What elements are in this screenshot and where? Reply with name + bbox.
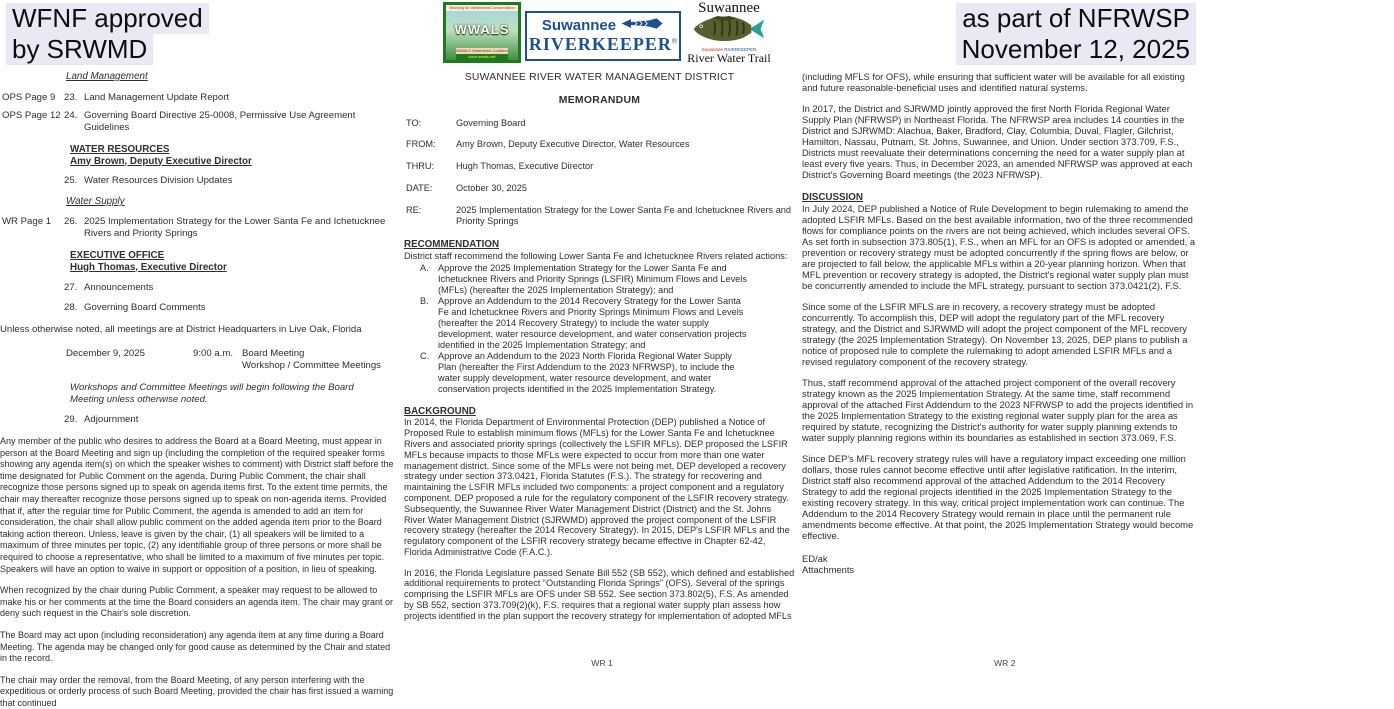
spacer: [0, 348, 66, 372]
section-title: WATER RESOURCES: [70, 144, 170, 155]
memo-field-from: [404, 139, 795, 150]
item-text: Approve an Addendum to the 2023 North Florida Regional Water Supply Plan (hereafter the First Addendum to the 2023 NFRWSP), to include the water supply development, water resource development, and water conservation projects identified in the 2025 Implementation Strategy.: [438, 351, 735, 394]
meeting-date: December 9, 2025: [66, 348, 145, 359]
page-number-wr1: WR 1: [591, 658, 613, 669]
background-paragraph-1: In 2014, the Florida Department of Environmental Protection (DEP) published a Notice of Proposed Rule to establish minimum flows (MFLs) for the Lower Santa Fe and Ichetucknee Rivers and associated priority springs (collectively the LSFIR MFLs). DEP proposed the LSFIR MFLs because impacts to those MFLs were expected to occur from more than one water management district. Since some of the MFLs were not being met, DEP developed a recovery strategy under section 373.0421, Florida Statutes (F.S.). The strategy for recovering and maintaining the LSFIR MFLs included two components: a project component and a regulatory component. DEP proposed a rule for the regulatory component of the LSFIR recovery strategy. Subsequently, the Suwannee River Water Management District (District) and the St. Johns River Water Management District (SJRWMD) approved the project component of the LSFIR recovery strategy (hereafter the 2014 Recovery Strategy). In 2015, DEP's LSFIR MFLs and the regulatory component of the LSFIR recovery strategy became effective in Chapter 62-42, Florida Administrative Code (F.A.C.).: [404, 417, 790, 557]
agenda-item-text: Water Resources Division Updates: [84, 175, 233, 186]
memo-field-re: [404, 205, 795, 227]
agenda-item-27: [0, 282, 397, 294]
overlay-left-line2: by SRWMD: [6, 34, 153, 65]
agenda-item-23: [0, 92, 397, 104]
field-value: Amy Brown, Deputy Executive Director, Water Resources: [456, 139, 690, 150]
item-letter: A.: [420, 262, 429, 273]
discussion-heading: DISCUSSION: [802, 192, 863, 203]
agenda-item-text: Announcements: [84, 282, 154, 293]
memo-field-date: [404, 183, 795, 194]
agenda-item-text: Governing Board Directive 25-0008, Permissive Use Agreement Guidelines: [84, 110, 356, 133]
page2-paragraph-1: (including MFLS for OFS), while ensuring that sufficient water will be available for all existing and future reasonable-beneficial uses and identified natural systems.: [802, 71, 1185, 93]
public-comment-paragraph-1: Any member of the public who desires to address the Board at a Board Meeting, must appear in person at the Board Meeting and sign up (including the completion of the required speaker forms showing any agenda item(s) on which the speaker wishes to comment) with District staff before the time designated for Public Comment on the agenda. During Public Comment, the chair shall recognize those persons signed up to speak on agenda items first. To the extent time permits, the chair may thereafter recognize those persons signed up to speak on non-agenda items. Provided that if, after the regular time for Public Comment, the agenda is amended to add an item for consideration, the chair shall allow public comment on the added agenda item prior to the Board taking action thereon. Unless, leave is given by the chair, (1) all speakers will be limited to a maximum of three minutes per topic, (2) any identifiable group of three persons or more shall be required to choose a representative, who shall be limited to a maximum of five minutes per topic. Speakers will have an option to waive in support or opposition of a position, in lieu of speaking.: [0, 436, 394, 574]
discussion-paragraph-4: Since DEP's MFL recovery strategy rules will have a regulatory impact exceeding one million dollars, those rules cannot become effective until after legislative ratification. In the interim, District staff also recommend approval of the attached Addendum to the 2014 Recovery Strategy to add the regional projects identified in the 2025 Implementation Strategy to the existing recovery strategy. In this way, critical project implementation work can continue. The Addendum to the 2014 Recovery Strategy would remain in place until the permanent rule amendments become effective. At that point, the 2025 Implementation Strategy would become effective.: [802, 453, 1194, 541]
public-comment-paragraph-4: The chair may order the removal, from the Board Meeting, of any person interfering with the expeditious or orderly process of such Board Meeting, provided the chair has first issued a warning that continued: [0, 674, 394, 708]
wwals-url: www.wwals.net: [456, 54, 508, 60]
field-value: Hugh Thomas, Executive Director: [456, 161, 594, 172]
meeting-desc-line2: Workshop / Committee Meetings: [242, 360, 381, 371]
discussion-paragraph-1: In July 2024, DEP published a Notice of Rule Development to begin rulemaking to amend the adopted LSFIR MFLs. Based on the best available information, two of the three recommended flows for compliance points on the rivers are not being achieved, which includes several OFS. As set forth in subsection 373.805(1), F.S., when an MFL for an OFS is adopted or amended, a prevention or recovery strategy must be adopted concurrently if the spring flows are below, or are projected to fall below, the applicable MFLs within a 20-year planning horizon. When that MFL prevention or recovery strategy is adopted, the District's regional water supply plan must be concurrently amended to include the MFL strategy, pursuant to section 373.0421(2), F.S.: [802, 203, 1196, 291]
memo-org-title: SUWANNEE RIVER WATER MANAGEMENT DISTRICT: [464, 72, 735, 83]
agenda-item-number: 24.: [64, 110, 78, 121]
field-label: RE:: [406, 204, 422, 215]
field-value: October 30, 2025: [456, 182, 527, 193]
agenda-item-25: [0, 175, 397, 187]
agenda-item-24: [0, 110, 397, 134]
agenda-item-text: Land Management Update Report: [84, 92, 230, 103]
memo-page-2: [799, 65, 1199, 675]
memo-field-thru: [404, 161, 795, 172]
background-paragraph-2: In 2016, the Florida Legislature passed Senate Bill 552 (SB 552), which defined and established additional requirements to protect “Outstanding Florida Springs” (OFS). Several of the springs comprising the LSFIR MFLs are OFS under SB 552. See section 373.802(5), F.S. As amended by SB 552, section 373.709(2)(k), F.S. requires that a regional water supply plan assess how projects identified in the plan support the recovery strategy for implementation of adopted MFLs: [404, 567, 795, 621]
agenda-margin-ref: OPS Page 12: [2, 110, 61, 121]
agenda-item-text: Governing Board Comments: [84, 302, 206, 313]
meetings-location-note: Unless otherwise noted, all meetings are at District Headquarters in Live Oak, Florida: [0, 324, 362, 335]
meeting-schedule-row: [0, 348, 397, 372]
recommendation-item-c: [404, 351, 795, 394]
agenda-item-29: [0, 414, 397, 426]
agenda-item-text: Adjournment: [84, 414, 139, 425]
agenda-item-number: 27.: [64, 282, 78, 293]
recommendation-item-b: [404, 296, 795, 350]
workshops-note: Workshops and Committee Meetings will begin following the Board Meeting unless otherwise noted.: [70, 382, 354, 405]
field-value: 2025 Implementation Strategy for the Lower Santa Fe and Ichetucknee Rivers and Priority Springs: [456, 204, 792, 226]
field-label: TO:: [406, 117, 422, 128]
agenda-section-water-supply: Water Supply: [66, 196, 125, 207]
agenda-margin-ref: WR Page 1: [2, 216, 52, 227]
water-trail-name-text: River Water Trail: [687, 51, 771, 65]
section-officer: Amy Brown, Deputy Executive Director: [70, 155, 252, 167]
agenda-item-28: [0, 302, 397, 314]
meeting-time: 9:00 a.m.: [193, 348, 233, 359]
wwals-subtitle: WWALS Watershed Coalition: [456, 48, 508, 53]
agenda-section-land-management: Land Management: [66, 71, 148, 82]
wwals-title: WWALS: [454, 22, 510, 37]
public-comment-paragraph-3: The Board may act upon (including reconsideration) any agenda item at any time during a Board Meeting. The agenda may be changed only for good cause as determined by the Chair and stated in the record.: [0, 629, 391, 664]
water-trail-small-red: Suwannee: [701, 47, 723, 52]
agenda-item-number: 29.: [64, 414, 78, 425]
discussion-paragraph-2: Since some of the LSFIR MFLS are in recovery, a recovery strategy must be adopted concurrently. To accomplish this, DEP will adopt the regulatory part of the MFL recovery strategy, and the District and SJRWMD will adopt the project component of the MFL recovery strategy (the 2025 Implementation Strategy). On November 13, 2025, DEP plans to publish a notice of proposed rule to complete the rulemaking to adopt amended LSFIR MFLs and a revised regulatory component of the recovery strategy.: [802, 301, 1188, 367]
riverkeeper-logo: [525, 11, 681, 61]
field-label: FROM:: [406, 139, 436, 150]
meeting-desc-line1: Board Meeting: [242, 348, 305, 359]
overlay-right-line1: as part of NFRWSP: [956, 3, 1196, 34]
agenda-item-26: [0, 216, 397, 240]
water-trail-logo: [686, 0, 772, 64]
agenda-item-number: 25.: [64, 175, 78, 186]
overlay-right-line2: November 12, 2025: [956, 34, 1196, 65]
water-trail-suwannee-text: Suwannee: [698, 0, 760, 16]
overlay-note-right: [956, 3, 1196, 65]
page2-paragraph-2: In 2017, the District and SJRWMD jointly approved the first North Florida Regional Water Supply Plan (NFRWSP) in Northeast Florida. The NFRWSP area includes 14 counties in the District and SJRWMD: Alachua, Baker, Bradford, Clay, Columbia, Duval, Flagler, Gilchrist, Hamilton, Nassau, Putnam, St. Johns, Suwannee, and Union. Under section 373.709, F.S., Districts must reevaluate their determinations concerning the need for a water supply plan at least every five years. Thus, in December 2023, an amended NFRWSP was approved at each District's Governing Board meetings (the 2023 NFRWSP).: [802, 103, 1193, 180]
memo-field-to: [404, 118, 795, 129]
agenda-margin-ref: OPS Page 9: [2, 92, 56, 103]
meeting-description: [242, 348, 397, 372]
bass-icon: [690, 16, 768, 47]
agenda-item-number: 28.: [64, 302, 78, 313]
agenda-item-text: 2025 Implementation Strategy for the Lower Santa Fe and Ichetucknee Rivers and Priority Springs: [84, 216, 386, 239]
attachments-note: Attachments: [802, 564, 855, 575]
sturgeon-icon: [620, 17, 664, 35]
recommendation-item-a: [404, 263, 795, 295]
item-text: Approve an Addendum to the 2014 Recovery Strategy for the Lower Santa Fe and Ichetucknee Rivers and Priority Springs Minimum Flows and Levels (hereafter the 2014 Recovery Strategy) to include the water supply development, water resource development, and water conservation projects identified in the 2025 Implementation Strategy; and: [438, 296, 747, 350]
agenda-section-water-resources: [70, 144, 397, 167]
agenda-item-number: 26.: [64, 216, 78, 227]
memo-signature-block: [802, 553, 1199, 575]
memo-doc-type: MEMORANDUM: [558, 94, 641, 106]
field-label: THRU:: [406, 161, 435, 172]
item-letter: B.: [420, 296, 429, 307]
item-letter: C.: [420, 351, 430, 362]
wwals-banner-text: Working for Watershed Conservation: [446, 5, 518, 11]
recommendation-heading: RECOMMENDATION: [404, 239, 500, 251]
section-title: EXECUTIVE OFFICE: [70, 250, 165, 261]
agenda-item-number: 23.: [64, 92, 78, 103]
riverkeeper-suwannee-text: Suwannee: [541, 17, 617, 34]
page-number-wr2: WR 2: [994, 658, 1016, 668]
author-initials: ED/ak: [802, 553, 828, 564]
public-comment-paragraph-2: When recognized by the chair during Public Comment, a speaker may request to be allowed to make his or her comments at the time the Board considers an agenda item. The chair may grant or deny such request in the Chair's sole discretion.: [0, 585, 394, 619]
overlay-note-left: [6, 3, 209, 65]
water-trail-small-blue: RIVERKEEPER: [724, 47, 757, 52]
agenda-section-executive-office: [70, 250, 397, 273]
memo-page-1: [399, 65, 795, 675]
discussion-paragraph-3: Thus, staff recommend approval of the attached project component of the overall recovery strategy known as the 2025 Implementation Strategy. At the same time, staff recommend approval of the attached First Addendum to the 2023 NFRWSP to add the projects identified in the 2025 Implementation Strategy to the existing regional water supply plan for the area as required by statute, recognizing the District's authority for water supply planning extends to water supply planning regions within its boundaries as established in section 373.069, F.S.: [802, 377, 1194, 443]
overlay-left-line1: WFNF approved: [6, 3, 209, 34]
section-officer: Hugh Thomas, Executive Director: [70, 261, 227, 273]
item-text: Approve the 2025 Implementation Strategy for the Lower Santa Fe and Ichetucknee Rivers and Priority Springs (LSFIR) Minimum Flows and Levels (MFLs) (hereafter the 2025 Implementation Strategy); and: [438, 262, 747, 295]
background-heading: BACKGROUND: [404, 405, 476, 417]
riverkeeper-name-text: RIVERKEEPER: [528, 34, 672, 54]
wwals-logo: [443, 2, 521, 63]
agenda-page: [0, 65, 397, 708]
registered-mark: ®: [671, 38, 678, 46]
field-value: Governing Board: [456, 117, 526, 128]
field-label: DATE:: [406, 182, 433, 193]
recommendation-lead: District staff recommend the following Lower Santa Fe and Ichetucknee Rivers related actions:: [404, 251, 788, 262]
